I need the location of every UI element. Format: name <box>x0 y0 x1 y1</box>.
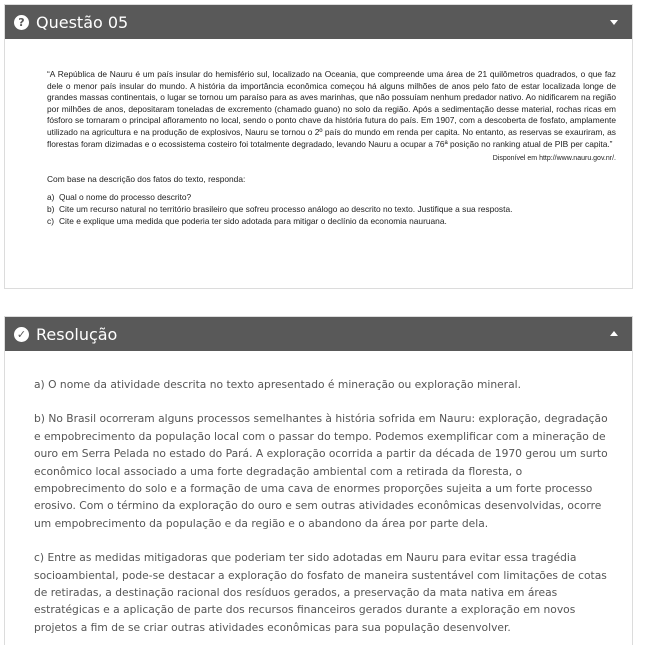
question-options <box>47 192 616 227</box>
resolution-panel <box>4 316 633 645</box>
resolution-title: Resolução <box>36 324 118 344</box>
resolution-answer-c: c) Entre as medidas mitigadoras que poderiam ter sido adotadas em Nauru para evitar essa tragédia socioambiental, pode-se destacar a exploração do fosfato de maneira sustentável com limitações de cotas de retiradas, a destinação racional dos resíduos gerados, a preservação da mata nativa em áreas estratégicas e a aplicação de parte dos recursos financeiros gerados durante a exploração em novos projetos a fim de se criar outras atividades econômicas para sua população desenvolver. <box>34 551 607 634</box>
question-header[interactable] <box>5 5 632 39</box>
question-circle-icon: ? <box>14 15 29 30</box>
resolution-body <box>5 351 632 636</box>
question-source: Disponível em http://www.nauru.gov.nr/. <box>492 155 616 163</box>
option-letter: c) <box>47 215 54 226</box>
chevron-up-icon[interactable] <box>610 331 618 336</box>
option-letter: a) <box>47 192 55 203</box>
question-title: Questão 05 <box>36 12 129 32</box>
resolution-answer-b: b) No Brasil ocorreram alguns processos semelhantes à história sofrida em Nauru: exploração, degradação e empobrecimento da população local com o passar do tempo. Podemos exemplificar com a mineração de ouro em Serra Pelada no estado do Pará. A exploração ocorrida a partir da década de 1970 gerou um surto econômico local associado a uma forte degradação ambiental com a retirada da floresta, o empobrecimento do solo e a formação de uma cava de enormes proporções sujeita a um forte processo erosivo. Com o término da exploração do ouro e sem outras atividades econômicas desenvolvidas, ocorre um empobrecimento da população e da região e o abandono da área por parte dela. <box>34 412 608 530</box>
option-a <box>47 192 616 204</box>
question-prompt: Com base na descrição dos fatos do texto, responda: <box>47 173 246 184</box>
question-panel <box>4 4 633 289</box>
resolution-answer-a: a) O nome da atividade descrita no texto apresentado é mineração ou exploração mineral. <box>34 378 521 391</box>
question-quote: “A República de Nauru é um país insular do hemisfério sul, localizado na Oceania, que compreende uma área de 21 quilômetros quadrados, o que faz dele o menor país insular do mundo. A história da importância econômica começou há alguns milhões de anos pelo fato de estar localizada longe de grandes massas continentais, o lugar se tornou um paraíso para as aves marinhas, que não possuíam nenhum predador nativo. Ao nidificarem na região por milhões de anos, depositaram toneladas de excremento (chamado guano) no solo da região. Após a sedimentação desse material, rochas ricas em fósforo se tornaram o principal afloramento no local, sendo o ponto chave da história futura do país. Em 1907, com a descoberta de fosfato, amplamente utilizado na agricultura e na produção de explosivos, Nauru se tornou o 2º país do mundo em renda per capita. No entanto, as reservas se exauriram, as florestas foram dizimadas e o ecossistema costeiro foi totalmente degradado, levando Nauru a ocupar a 76ª posição no ranking atual de PIB per capita.” <box>47 69 616 149</box>
question-body <box>5 39 632 227</box>
option-letter: b) <box>47 203 55 214</box>
check-circle-icon: ✓ <box>14 327 29 342</box>
chevron-down-icon[interactable] <box>610 20 618 25</box>
option-b <box>47 204 616 216</box>
option-text: Cite e explique uma medida que poderia ter sido adotada para mitigar o declínio da economia nauruana. <box>59 215 447 226</box>
resolution-header[interactable] <box>5 317 632 351</box>
option-text: Qual o nome do processo descrito? <box>59 192 192 203</box>
option-c <box>47 216 616 228</box>
option-text: Cite um recurso natural no território brasileiro que sofreu processo análogo ao descrito no texto. Justifique a sua resposta. <box>59 203 513 214</box>
